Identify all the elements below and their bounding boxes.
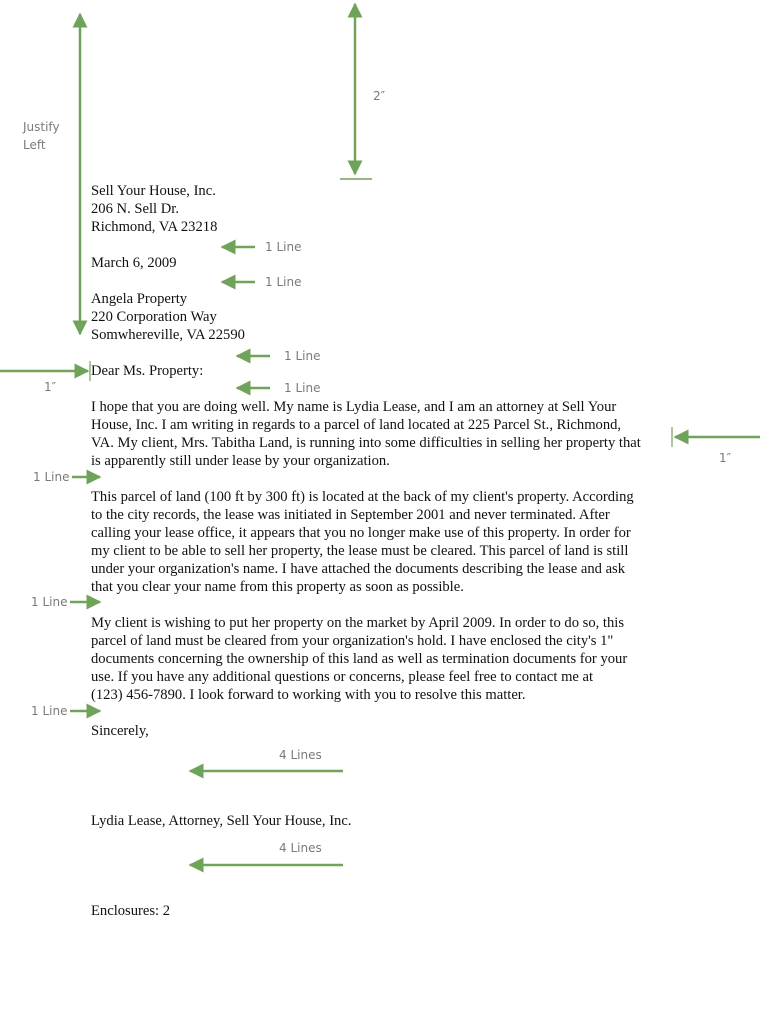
salutation: Dear Ms. Property: bbox=[91, 363, 204, 379]
recipient-address bbox=[91, 290, 671, 344]
signature: Lydia Lease, Attorney, Sell Your House, Inc. bbox=[91, 813, 352, 829]
four-lines-label-2: 4 Lines bbox=[279, 841, 322, 855]
letter-date: March 6, 2009 bbox=[91, 255, 177, 271]
enclosures: Enclosures: 2 bbox=[91, 903, 171, 919]
recipient-line: Angela Property bbox=[91, 291, 188, 307]
justify-left-label: Justify Left bbox=[23, 120, 60, 152]
one-line-label-1: 1 Line bbox=[265, 240, 302, 254]
letter-body bbox=[91, 182, 671, 920]
four-lines-label-1: 4 Lines bbox=[279, 748, 322, 762]
left-margin-label: 1″ bbox=[44, 380, 57, 394]
sender-line: 206 N. Sell Dr. bbox=[91, 201, 179, 217]
recipient-line: Somwhereville, VA 22590 bbox=[91, 327, 245, 343]
sender-address bbox=[91, 182, 671, 236]
paragraph-2: This parcel of land (100 ft by 300 ft) is located at the back of my client's property. According to the city records, the lease was initiated in September 2001 and never terminated. After calling your lease office, it appears that you no longer make use of this property. In order for my client to be able to sell her property, the lease must be cleared. This parcel of land is still under your organization's name. I have attached the documents describing the lease and ask that you clear your name from this property as soon as possible. bbox=[91, 489, 634, 595]
one-line-label-2: 1 Line bbox=[265, 275, 302, 289]
sender-line: Sell Your House, Inc. bbox=[91, 183, 216, 199]
one-line-label-5: 1 Line bbox=[33, 470, 70, 484]
recipient-line: 220 Corporation Way bbox=[91, 309, 217, 325]
one-line-label-6: 1 Line bbox=[31, 595, 68, 609]
closing: Sincerely, bbox=[91, 723, 149, 739]
paragraph-3: My client is wishing to put her property on the market by April 2009. In order to do so, this parcel of land must be cleared from your organization's hold. I have enclosed the city's 1" documents concerning the ownership of this land as well as termination documents for your use. If you have any additional questions or concerns, please feel free to contact me at (123) 456-7890. I look forward to working with you to resolve this matter. bbox=[91, 615, 628, 703]
paragraph-1: I hope that you are doing well. My name is Lydia Lease, and I am an attorney at Sell Your House, Inc. I am writing in regards to a parcel of land located at 225 Parcel St., Richmond, VA. My client, Mrs. Tabitha Land, is running into some difficulties in selling her property that is apparently still under lease by your organization. bbox=[91, 399, 641, 469]
one-line-label-7: 1 Line bbox=[31, 704, 68, 718]
right-margin-label: 1″ bbox=[719, 451, 732, 465]
one-line-label-4: 1 Line bbox=[284, 381, 321, 395]
sender-line: Richmond, VA 23218 bbox=[91, 219, 218, 235]
one-line-label-3: 1 Line bbox=[284, 349, 321, 363]
top-margin-label: 2″ bbox=[373, 89, 386, 103]
